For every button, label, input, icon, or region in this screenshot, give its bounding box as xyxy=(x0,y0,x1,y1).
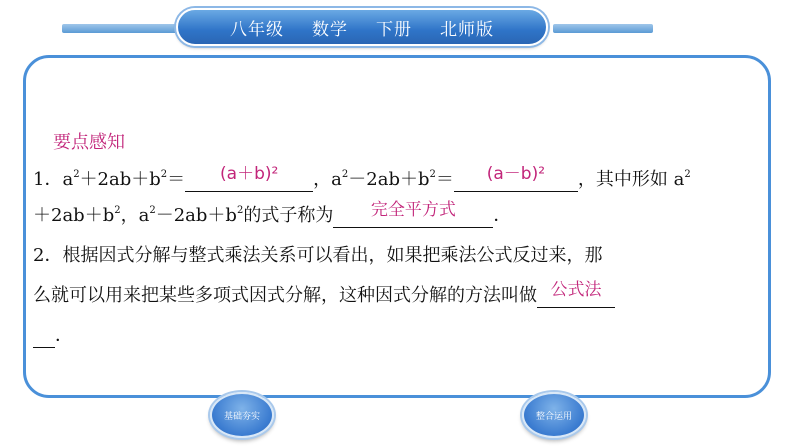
answer-blank-4[interactable] xyxy=(537,280,615,308)
superscript: 2 xyxy=(149,205,156,216)
nav-button-basics-label: 基础夯实 xyxy=(223,411,260,422)
q1-text: －2ab＋b xyxy=(348,169,430,190)
q1-text: 的式子称为 xyxy=(243,205,334,226)
superscript: 2 xyxy=(684,169,691,180)
q1-text: ＋2ab＋b xyxy=(33,205,115,226)
answer-blank-1[interactable] xyxy=(185,164,313,192)
question-1-line-2 xyxy=(33,200,512,228)
nav-button-integration-label: 整合运用 xyxy=(535,411,572,422)
q1-number: 1． xyxy=(33,169,63,190)
answer-4: 公式法 xyxy=(550,280,602,300)
superscript: 2 xyxy=(73,169,80,180)
q2-text: 么就可以用来把某些多项式因式分解，这种因式分解的方法叫做 xyxy=(33,285,537,306)
q1-text: ＝ xyxy=(167,169,186,190)
nav-button-integration[interactable] xyxy=(522,392,586,438)
q1-text: －2ab＋b xyxy=(155,205,237,226)
header-edition: 北师版 xyxy=(440,19,494,40)
header-decor-line-right xyxy=(553,24,653,33)
answer-1: (a＋b)² xyxy=(220,164,279,184)
nav-button-basics[interactable] xyxy=(210,392,274,438)
q1-text: ． xyxy=(493,205,512,226)
header-banner xyxy=(176,8,548,46)
superscript: 2 xyxy=(236,205,244,216)
header-volume: 下册 xyxy=(376,19,412,40)
superscript: 2 xyxy=(114,205,121,216)
q1-text: ，a xyxy=(120,205,150,226)
superscript: 2 xyxy=(160,169,168,180)
question-2-line-3 xyxy=(33,324,73,348)
answer-2: (a－b)² xyxy=(486,164,546,184)
q1-text: a xyxy=(62,169,74,190)
superscript: 2 xyxy=(341,169,349,180)
answer-blank-2[interactable] xyxy=(454,164,578,192)
answer-blank-3[interactable] xyxy=(333,200,493,228)
q2-end-punct: ． xyxy=(55,325,73,346)
q1-text: ，a xyxy=(313,169,342,190)
q1-text: ＝ xyxy=(435,169,454,190)
q1-text: ，其中形如 a xyxy=(577,169,685,190)
answer-blank-4-continued xyxy=(33,325,55,348)
header-grade: 八年级 xyxy=(230,19,284,40)
answer-3: 完全平方式 xyxy=(370,200,456,220)
q1-text: ＋2ab＋b xyxy=(79,169,161,190)
header-decor-line-left xyxy=(62,24,182,33)
superscript: 2 xyxy=(429,169,436,180)
header-subject: 数学 xyxy=(312,19,348,40)
question-2-line-1: 2．根据因式分解与整式乘法关系可以看出，如果把乘法公式反过来，那 xyxy=(33,245,603,266)
question-2-line-2 xyxy=(33,280,615,308)
question-1-line-1 xyxy=(33,164,691,192)
section-title: 要点感知 xyxy=(53,132,125,153)
